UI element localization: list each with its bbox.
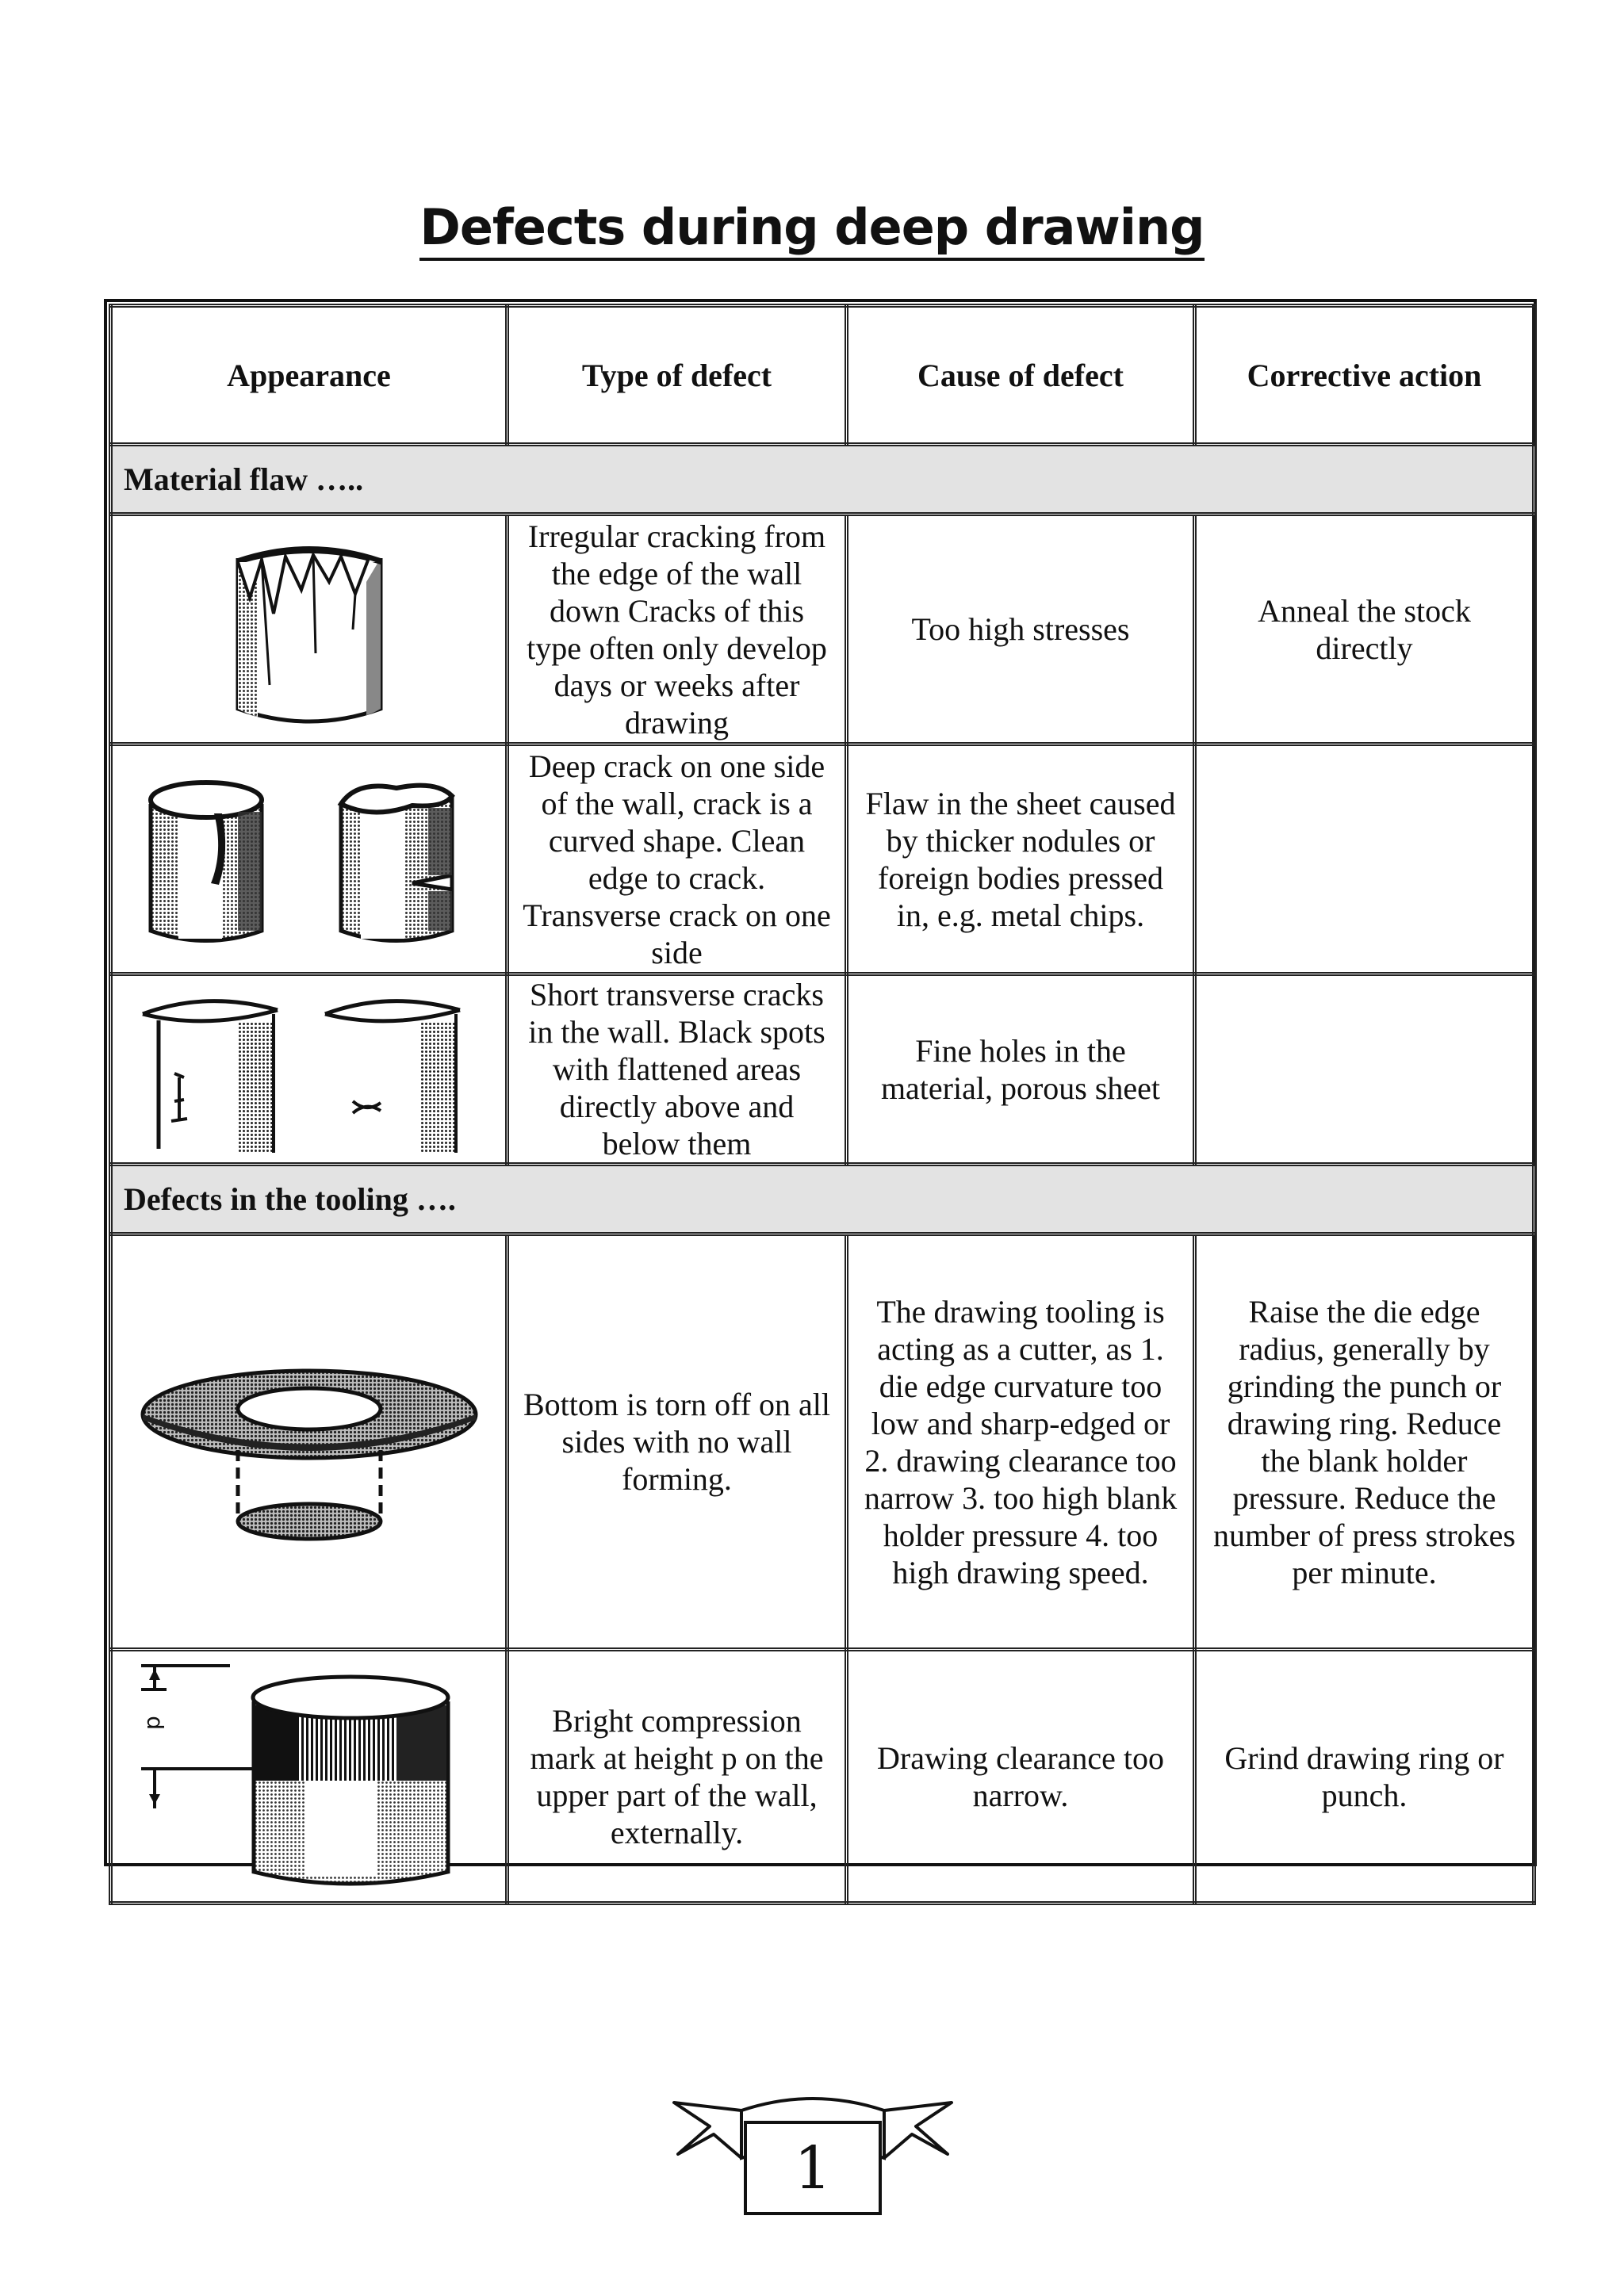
section-label-tooling: Defects in the tooling …. [111, 1165, 1534, 1234]
type-cell: Bottom is torn off on all sides with no wall forming. [508, 1234, 847, 1650]
section-row [111, 1165, 1534, 1234]
short-transverse-cracks-illustration [135, 982, 484, 1157]
action-cell: Raise the die edge radius, generally by grinding the punch or drawing ring. Reduce the blank holder pressure. Reduce the number of press strokes per minute. [1195, 1234, 1534, 1650]
appearance-cell [111, 974, 508, 1165]
header-appearance: Appearance [111, 306, 508, 445]
header-cause: Cause of defect [847, 306, 1195, 445]
cause-cell: The drawing tooling is acting as a cutter, as 1. die edge curvature too low and sharp-edged or 2. drawing clearance too narrow 3. too high blank holder pressure 4. too high drawing speed. [847, 1234, 1195, 1650]
page-number: 1 [794, 2134, 832, 2202]
type-cell: Deep crack on one side of the wall, crack is a curved shape. Clean edge to crack. Transverse crack on one side [508, 744, 847, 974]
table-row [111, 1234, 1534, 1650]
action-cell: Grind drawing ring or punch. [1195, 1650, 1534, 1904]
compression-mark-height-label: p [138, 1715, 165, 1730]
header-type: Type of defect [508, 306, 847, 445]
action-cell [1195, 744, 1534, 974]
action-cell: Anneal the stock directly [1195, 515, 1534, 744]
type-cell: Short transverse cracks in the wall. Black spots with flattened areas directly above and below them [508, 974, 847, 1165]
section-row [111, 445, 1534, 515]
table-row [111, 1650, 1534, 1904]
appearance-cell [111, 744, 508, 974]
appearance-cell [111, 515, 508, 744]
appearance-cell [111, 1650, 508, 1904]
page-number-banner [666, 2079, 959, 2221]
cause-cell: Fine holes in the material, porous sheet [847, 974, 1195, 1165]
table-row [111, 974, 1534, 1165]
compression-mark-cup-illustration [135, 1658, 484, 1896]
page-title: Defects during deep drawing [0, 198, 1624, 256]
appearance-cell [111, 1234, 508, 1650]
cause-cell: Drawing clearance too narrow. [847, 1650, 1195, 1904]
section-label-material: Material flaw ….. [111, 445, 1534, 515]
deep-side-crack-cups-illustration [135, 764, 484, 955]
type-cell: Bright compression mark at height p on the upper part of the wall, externally. [508, 1650, 847, 1904]
type-cell: Irregular cracking from the edge of the wall down Cracks of this type often only develop days or weeks after drawing [508, 515, 847, 744]
header-action: Corrective action [1195, 306, 1534, 445]
table-row [111, 515, 1534, 744]
torn-off-bottom-flange-illustration [135, 1339, 484, 1545]
defects-table [109, 304, 1536, 1905]
action-cell [1195, 974, 1534, 1165]
cause-cell: Too high stresses [847, 515, 1195, 744]
irregular-edge-cracks-cup-illustration [214, 526, 404, 733]
cause-cell: Flaw in the sheet caused by thicker nodules or foreign bodies pressed in, e.g. metal chips. [847, 744, 1195, 974]
header-row [111, 306, 1534, 445]
table-row [111, 744, 1534, 974]
